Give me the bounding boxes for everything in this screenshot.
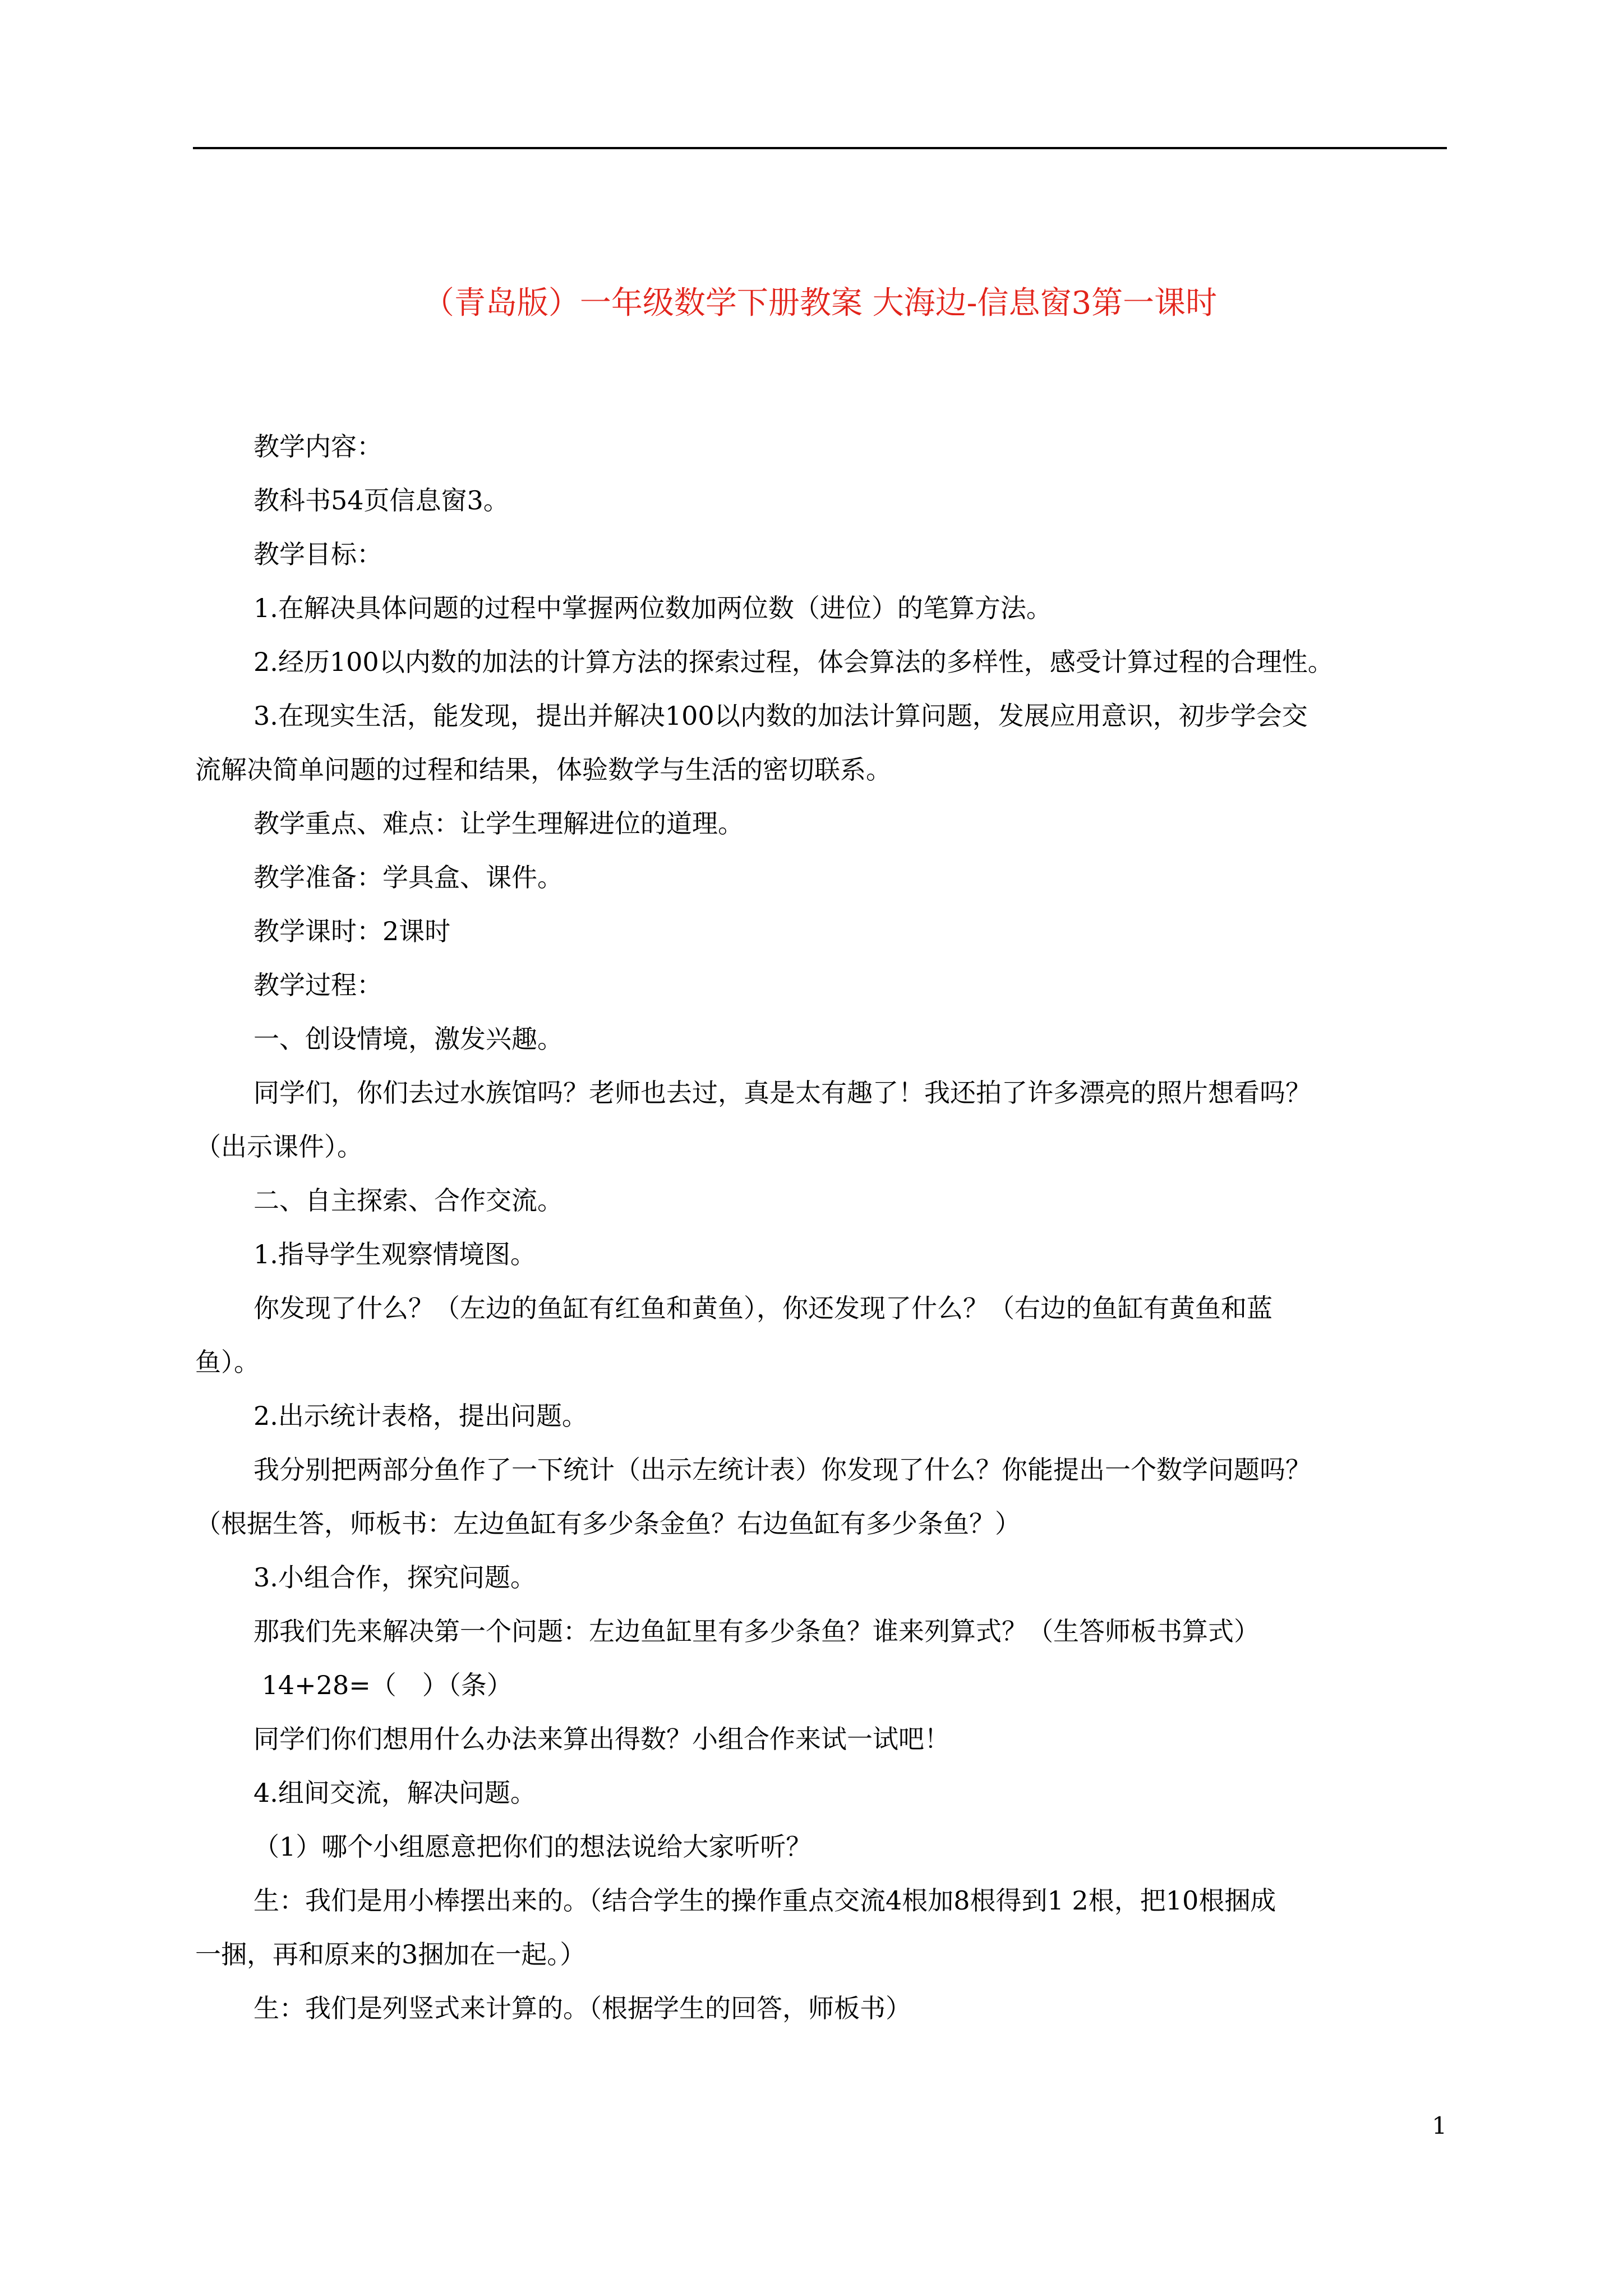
body-line: （出示课件）。 — [195, 1131, 363, 1162]
body-line: 14+28=（ ）（条） — [253, 1670, 513, 1700]
body-line: 一捆，再和原来的3捆加在一起。） — [195, 1939, 586, 1970]
document-title: （青岛版）一年级数学下册教案 大海边-信息窗3第一课时 — [422, 285, 1218, 321]
body-line: 同学们，你们去过水族馆吗？老师也去过，真是太有趣了！我还拍了许多漂亮的照片想看吗？ — [253, 1078, 1311, 1108]
body-line: 教学过程： — [253, 970, 382, 1000]
body-line: 你发现了什么？（左边的鱼缸有红鱼和黄鱼），你还发现了什么？（右边的鱼缸有黄鱼和蓝 — [253, 1293, 1272, 1323]
body-line: 我分别把两部分鱼作了一下统计（出示左统计表）你发现了什么？你能提出一个数学问题吗？ — [253, 1455, 1311, 1485]
body-line: 1.指导学生观察情境图。 — [253, 1239, 536, 1269]
body-line: 教学目标： — [253, 539, 382, 569]
header-rule — [193, 147, 1447, 149]
body-line: 流解决简单问题的过程和结果，体验数学与生活的密切联系。 — [195, 754, 892, 785]
body-line: （1）哪个小组愿意把你们的想法说给大家听听？ — [253, 1832, 812, 1862]
body-line: 那我们先来解决第一个问题：左边鱼缸里有多少条鱼？谁来列算式？（生答师板书算式） — [253, 1616, 1260, 1646]
body-line: 同学们你们想用什么办法来算出得数？小组合作来试一试吧！ — [253, 1724, 950, 1754]
body-line: 4.组间交流，解决问题。 — [253, 1778, 536, 1808]
page-number: 1 — [1432, 2112, 1447, 2139]
body-line: 教科书54页信息窗3。 — [253, 485, 509, 516]
body-line: 生：我们是用小棒摆出来的。（结合学生的操作重点交流4根加8根得到1 2根，把10根捆成 — [253, 1885, 1276, 1916]
body-line: 鱼）。 — [195, 1347, 260, 1377]
body-line: 教学内容： — [253, 431, 382, 462]
document-body — [195, 420, 1447, 2035]
body-line: 3.小组合作，探究问题。 — [253, 1562, 536, 1593]
body-line: （根据生答，师板书：左边鱼缸有多少条金鱼？右边鱼缸有多少条鱼？） — [195, 1508, 1021, 1539]
body-line: 生：我们是列竖式来计算的。（根据学生的回答，师板书） — [253, 1993, 911, 2023]
body-line: 2.出示统计表格，提出问题。 — [253, 1401, 588, 1431]
body-line: 3.在现实生活，能发现，提出并解决100以内数的加法计算问题，发展应用意识，初步学会交 — [253, 701, 1308, 731]
body-line: 2.经历100以内数的加法的计算方法的探索过程，体会算法的多样性，感受计算过程的合理性。 — [253, 647, 1334, 677]
body-line: 二、自主探索、合作交流。 — [253, 1185, 563, 1216]
body-line: 教学准备：学具盒、课件。 — [253, 862, 563, 892]
body-line: 1.在解决具体问题的过程中掌握两位数加两位数（进位）的笔算方法。 — [253, 593, 1052, 623]
body-line: 一、创设情境，激发兴趣。 — [253, 1024, 563, 1054]
body-line: 教学课时：2课时 — [253, 916, 451, 946]
body-line: 教学重点、难点：让学生理解进位的道理。 — [253, 808, 744, 839]
